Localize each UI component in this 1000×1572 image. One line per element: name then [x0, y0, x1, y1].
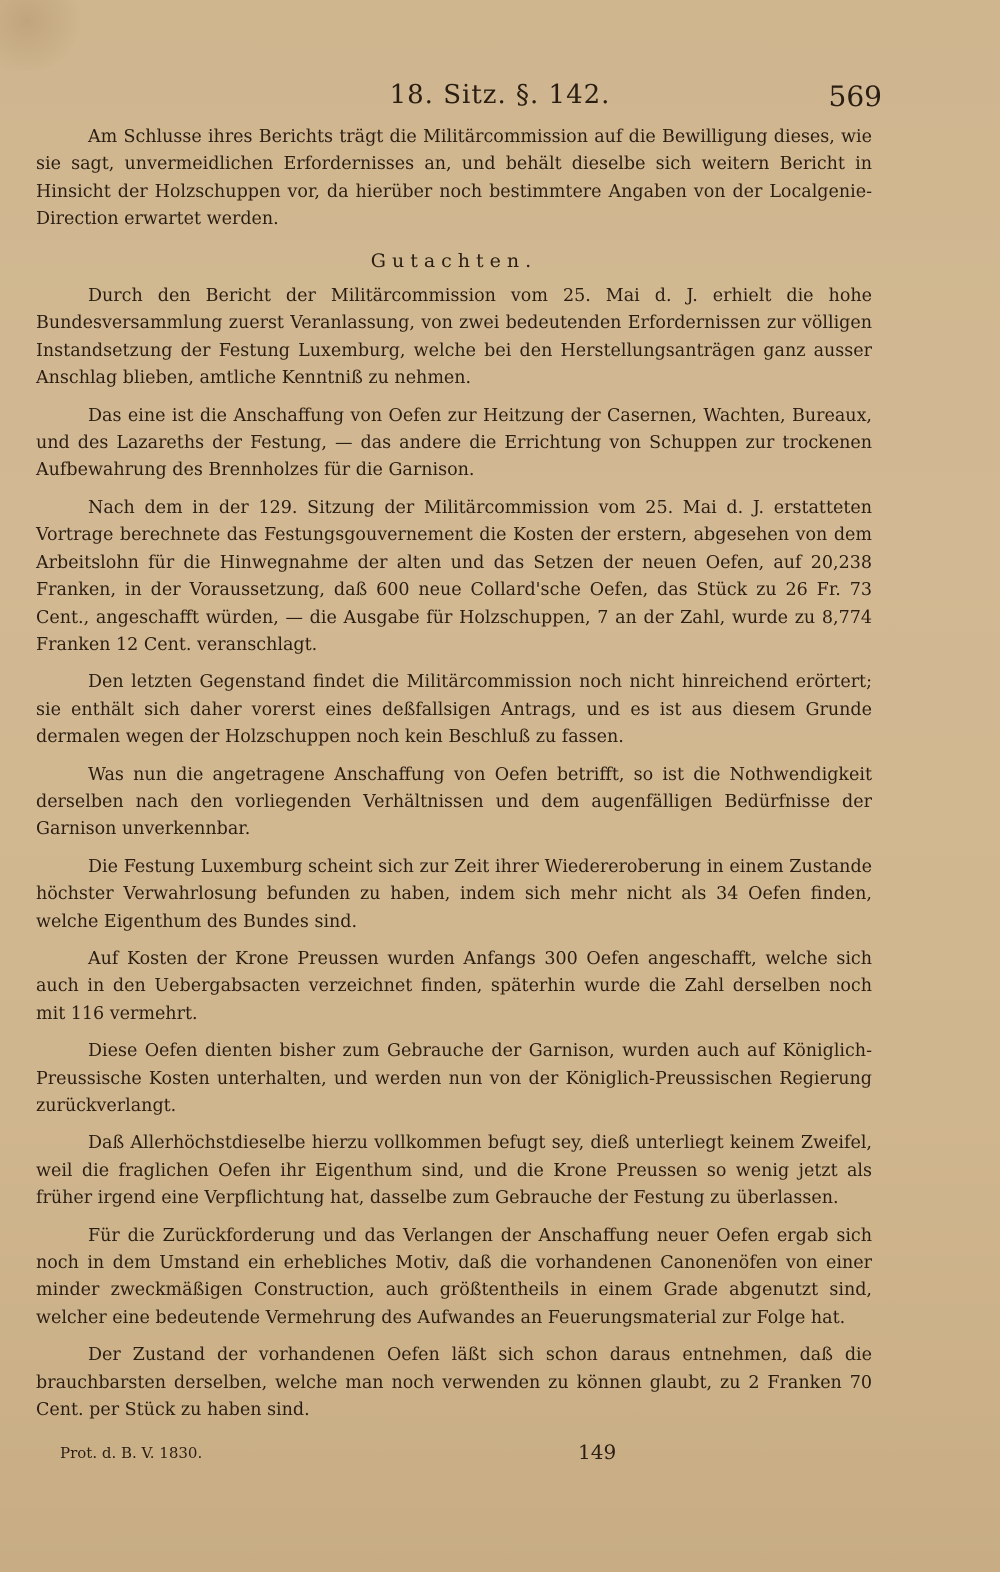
paragraph: Den letzten Gegenstand findet die Militärcommission noch nicht hinreichend erörtert; sie enthält sich daher vorerst eines deßfallsigen Antrags, und es ist aus diesem Grunde dermalen wegen der Holzschuppen noch kein Beschluß zu fassen. — [36, 672, 872, 748]
running-header — [0, 80, 1000, 116]
session-reference: 18. Sitz. §. 142. — [389, 80, 611, 110]
paragraph: Durch den Bericht der Militärcommission vom 25. Mai d. J. erhielt die hohe Bundesversammlung zuerst Veranlassung, von zwei bedeutenden Erfordernissen zur völligen Instandsetzung der Festung Luxemburg, welche bei den Herstellungsanträgen ganz ausser Anschlag blieben, amtliche Kenntniß zu nehmen. — [36, 286, 872, 389]
page-footer — [0, 1440, 1000, 1470]
sheet-number: 149 — [578, 1440, 617, 1464]
paragraph: Nach dem in der 129. Sitzung der Militärcommission vom 25. Mai d. J. erstatteten Vortrage berechnete das Festungsgouvernement die Kosten der erstern, abgesehen von dem Arbeitslohn für die Hinwegnahme der alten und das Setzen der neuen Oefen, auf 20,238 Franken, in der Voraussetzung, daß 600 neue Collard'sche Oefen, das Stück zu 26 Fr. 73 Cent., angeschafft würden, — die Ausgabe für Holzschuppen, 7 an der Zahl, wurde zu 8,774 Franken 12 Cent. veranschlagt. — [36, 497, 872, 655]
paragraph: Das eine ist die Anschaffung von Oefen zur Heitzung der Casernen, Wachten, Bureaux, und des Lazareths der Festung, — das andere die Errichtung von Schuppen zur trockenen Aufbewahrung des Brennholzes für die Garnison. — [36, 405, 872, 481]
paragraph: Die Festung Luxemburg scheint sich zur Zeit ihrer Wiedereroberung in einem Zustande höchster Verwahrlosung befunden zu haben, indem sich mehr nicht als 34 Oefen finden, welche Eigenthum des Bundes sind. — [36, 856, 872, 932]
paragraph: Der Zustand der vorhandenen Oefen läßt sich schon daraus entnehmen, daß die brauchbarsten derselben, welche man noch verwenden zu können glaubt, zu 2 Franken 70 Cent. per Stück zu haben sind. — [36, 1345, 872, 1421]
paragraph: Für die Zurückforderung und das Verlangen der Anschaffung neuer Oefen ergab sich noch in dem Umstand ein erhebliches Motiv, daß die vorhandenen Canonenöfen von einer minder zweckmäßigen Construction, auch größtentheils in einem Grade abgenutzt sind, welcher eine bedeutende Vermehrung des Aufwandes an Feuerungsmaterial zur Folge hat. — [36, 1225, 872, 1328]
page-number: 569 — [828, 80, 882, 113]
sheet-signature: Prot. d. B. V. 1830. — [60, 1444, 203, 1462]
paragraph: Am Schlusse ihres Berichts trägt die Militärcommission auf die Bewilligung dieses, wie sie sagt, unvermeidlichen Erfordernisses an, und behält dieselbe sich weitern Bericht in Hinsicht der Holzschuppen vor, da hierüber noch bestimmtere Angaben von der Localgenie-Direction erwartet werden. — [36, 127, 872, 230]
paragraph: Diese Oefen dienten bisher zum Gebrauche der Garnison, wurden auch auf Königlich-Preussische Kosten unterhalten, und werden nun von der Königlich-Preussischen Regierung zurückverlangt. — [36, 1041, 872, 1116]
body-text — [36, 124, 872, 1434]
paragraph: Daß Allerhöchstdieselbe hierzu vollkommen befugt sey, dieß unterliegt keinem Zweifel, weil die fraglichen Oefen ihr Eigenthum sind, und die Krone Preussen so wenig jetzt als früher irgend eine Verpflichtung hat, dasselbe zum Gebrauche der Festung zu überlassen. — [36, 1133, 872, 1209]
paragraph: Was nun die angetragene Anschaffung von Oefen betrifft, so ist die Nothwendigkeit derselben nach den vorliegenden Verhältnissen und dem augenfälligen Bedürfnisse der Garnison unverkennbar. — [36, 764, 872, 840]
section-heading: Gutachten. — [370, 249, 538, 272]
library-stamp — [0, 0, 90, 70]
paragraph: Auf Kosten der Krone Preussen wurden Anfangs 300 Oefen angeschafft, welche sich auch in den Uebergabsacten verzeichnet finden, späterhin wurde die Zahl derselben noch mit 116 vermehrt. — [36, 948, 872, 1024]
